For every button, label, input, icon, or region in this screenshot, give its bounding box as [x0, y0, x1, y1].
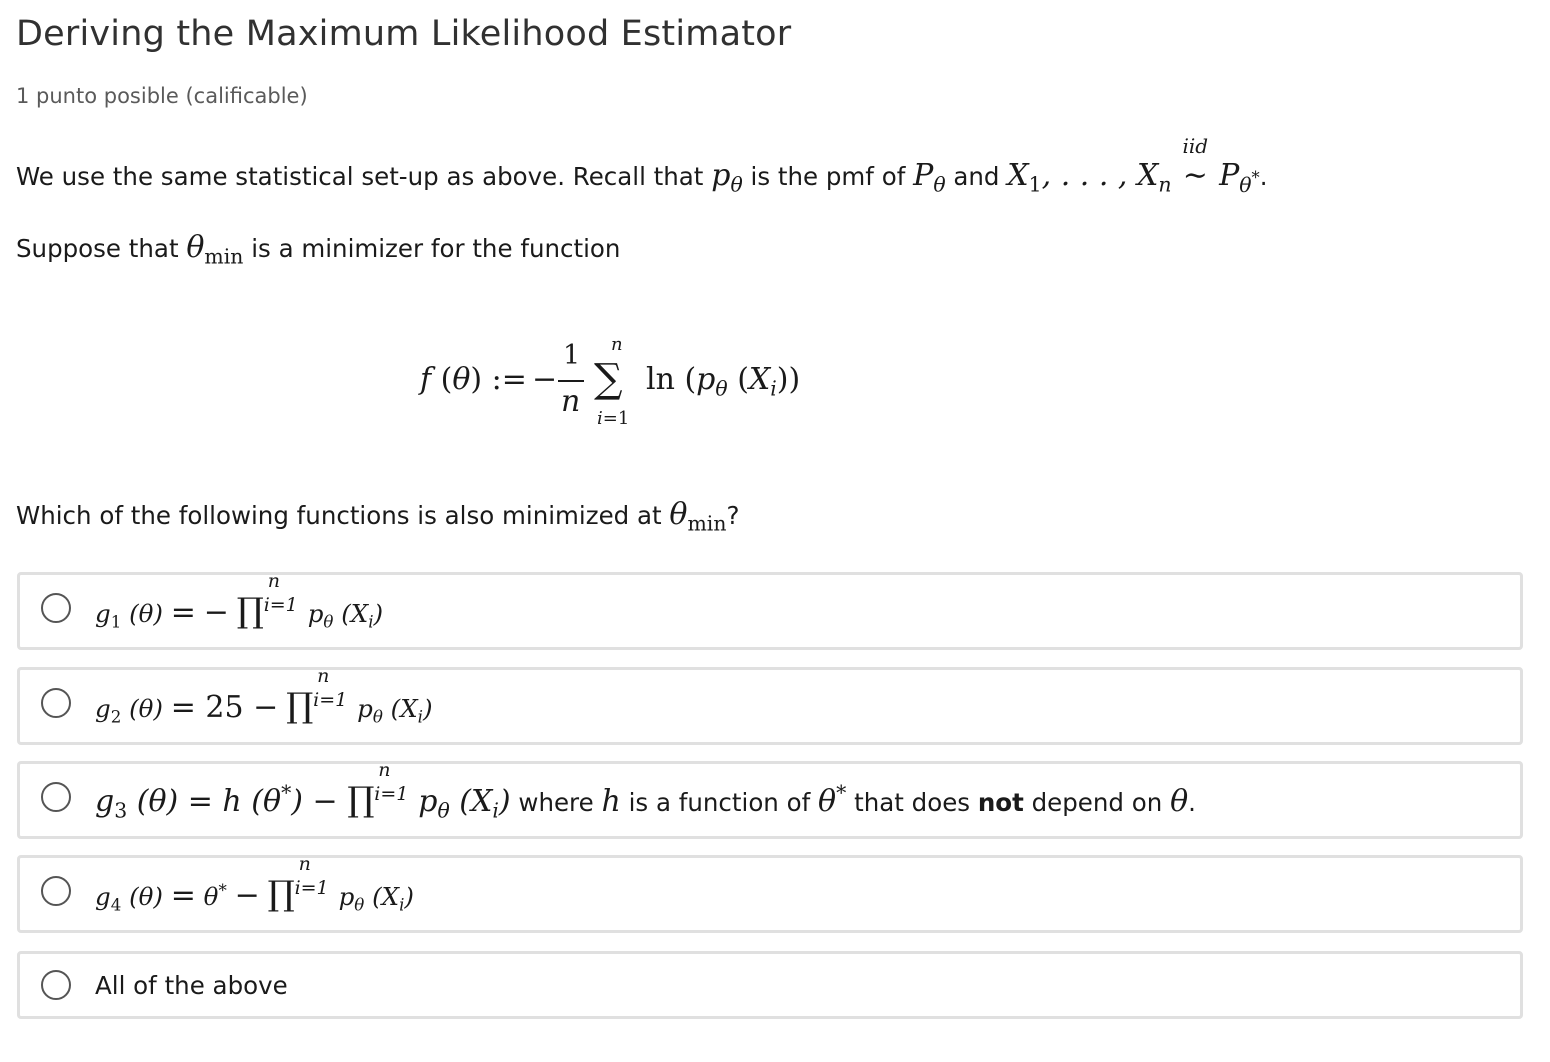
radio-g3[interactable] — [41, 782, 71, 812]
option-all-label: All of the above — [95, 971, 288, 1000]
option-g1-formula: $g_1$ (θ) = − ∏ n i=1 $p_\theta$ $(X_i)$ — [95, 570, 384, 632]
radio-g1[interactable] — [41, 593, 71, 623]
points-label: 1 punto posible (calificable) — [16, 84, 308, 108]
option-g1[interactable] — [17, 572, 1523, 650]
radio-g2[interactable] — [41, 688, 71, 718]
question-prompt: Which of the following functions is also minimized at $\theta_{min}$? — [16, 497, 740, 536]
option-g4-formula: $g_4$ (θ) = θ* − ∏ n i=1 $p_\theta$ $(X_i)$ — [95, 853, 414, 915]
setup-paragraph: We use the same statistical set-up as above. Recall that $p_\theta$ is the pmf of $P_\theta$ and $X_1$, . . . , $X_n$ iid ∼ $P_{\theta^*}$. — [16, 134, 1268, 197]
option-g3-formula: $g_3$ (θ) = h (θ*) − ∏ n i=1 $p_\theta$ $(X_i)$ where h is a function of θ* that does not depend on θ. — [95, 759, 1196, 823]
problem-page: Deriving the Maximum Likelihood Estimator 1 punto posible (calificable) We use the same statistical set-up as above. Recall that $p_\theta$ is the pmf of $P_\theta$ and $X_1$, . . . , $X_n$ iid ∼ $P_{\theta^*}$. Suppose that $\theta_{min}$ is a minimizer for the function f (θ) := − 1 n n ∑ i=1 $\ln (p_\theta$ $(X_i)$) Which of the following functions is also minimized at $\theta_{min}$? $g_1$ (θ) = − ∏ n i=1 $p_\theta$ $(X_i)$ $g_2$ (θ) = 25 − ∏ n i=1 $p_\theta$ $(X_i)$ $g_3$ (θ) = h (θ*) − ∏ n i=1 $p_\theta$ $(X_i)$ where h is a function of θ* that does not depend on θ. $g_4$ (θ) = θ* − ∏ n i=1 $p_\theta$ $(X_i)$ All of the above — [0, 0, 1550, 1062]
option-all-of-the-above[interactable] — [17, 951, 1523, 1019]
problem-title: Deriving the Maximum Likelihood Estimator — [16, 14, 792, 54]
minimizer-paragraph: Suppose that $\theta_{min}$ is a minimizer for the function — [16, 230, 621, 269]
option-g2[interactable] — [17, 667, 1523, 745]
radio-all-of-the-above[interactable] — [41, 970, 71, 1000]
option-g2-formula: $g_2$ (θ) = 25 − ∏ n i=1 $p_\theta$ $(X_i)$ — [95, 665, 433, 727]
option-g4[interactable] — [17, 855, 1523, 933]
emphasis-not: not — [977, 788, 1024, 817]
radio-g4[interactable] — [41, 876, 71, 906]
option-g3[interactable] — [17, 761, 1523, 839]
